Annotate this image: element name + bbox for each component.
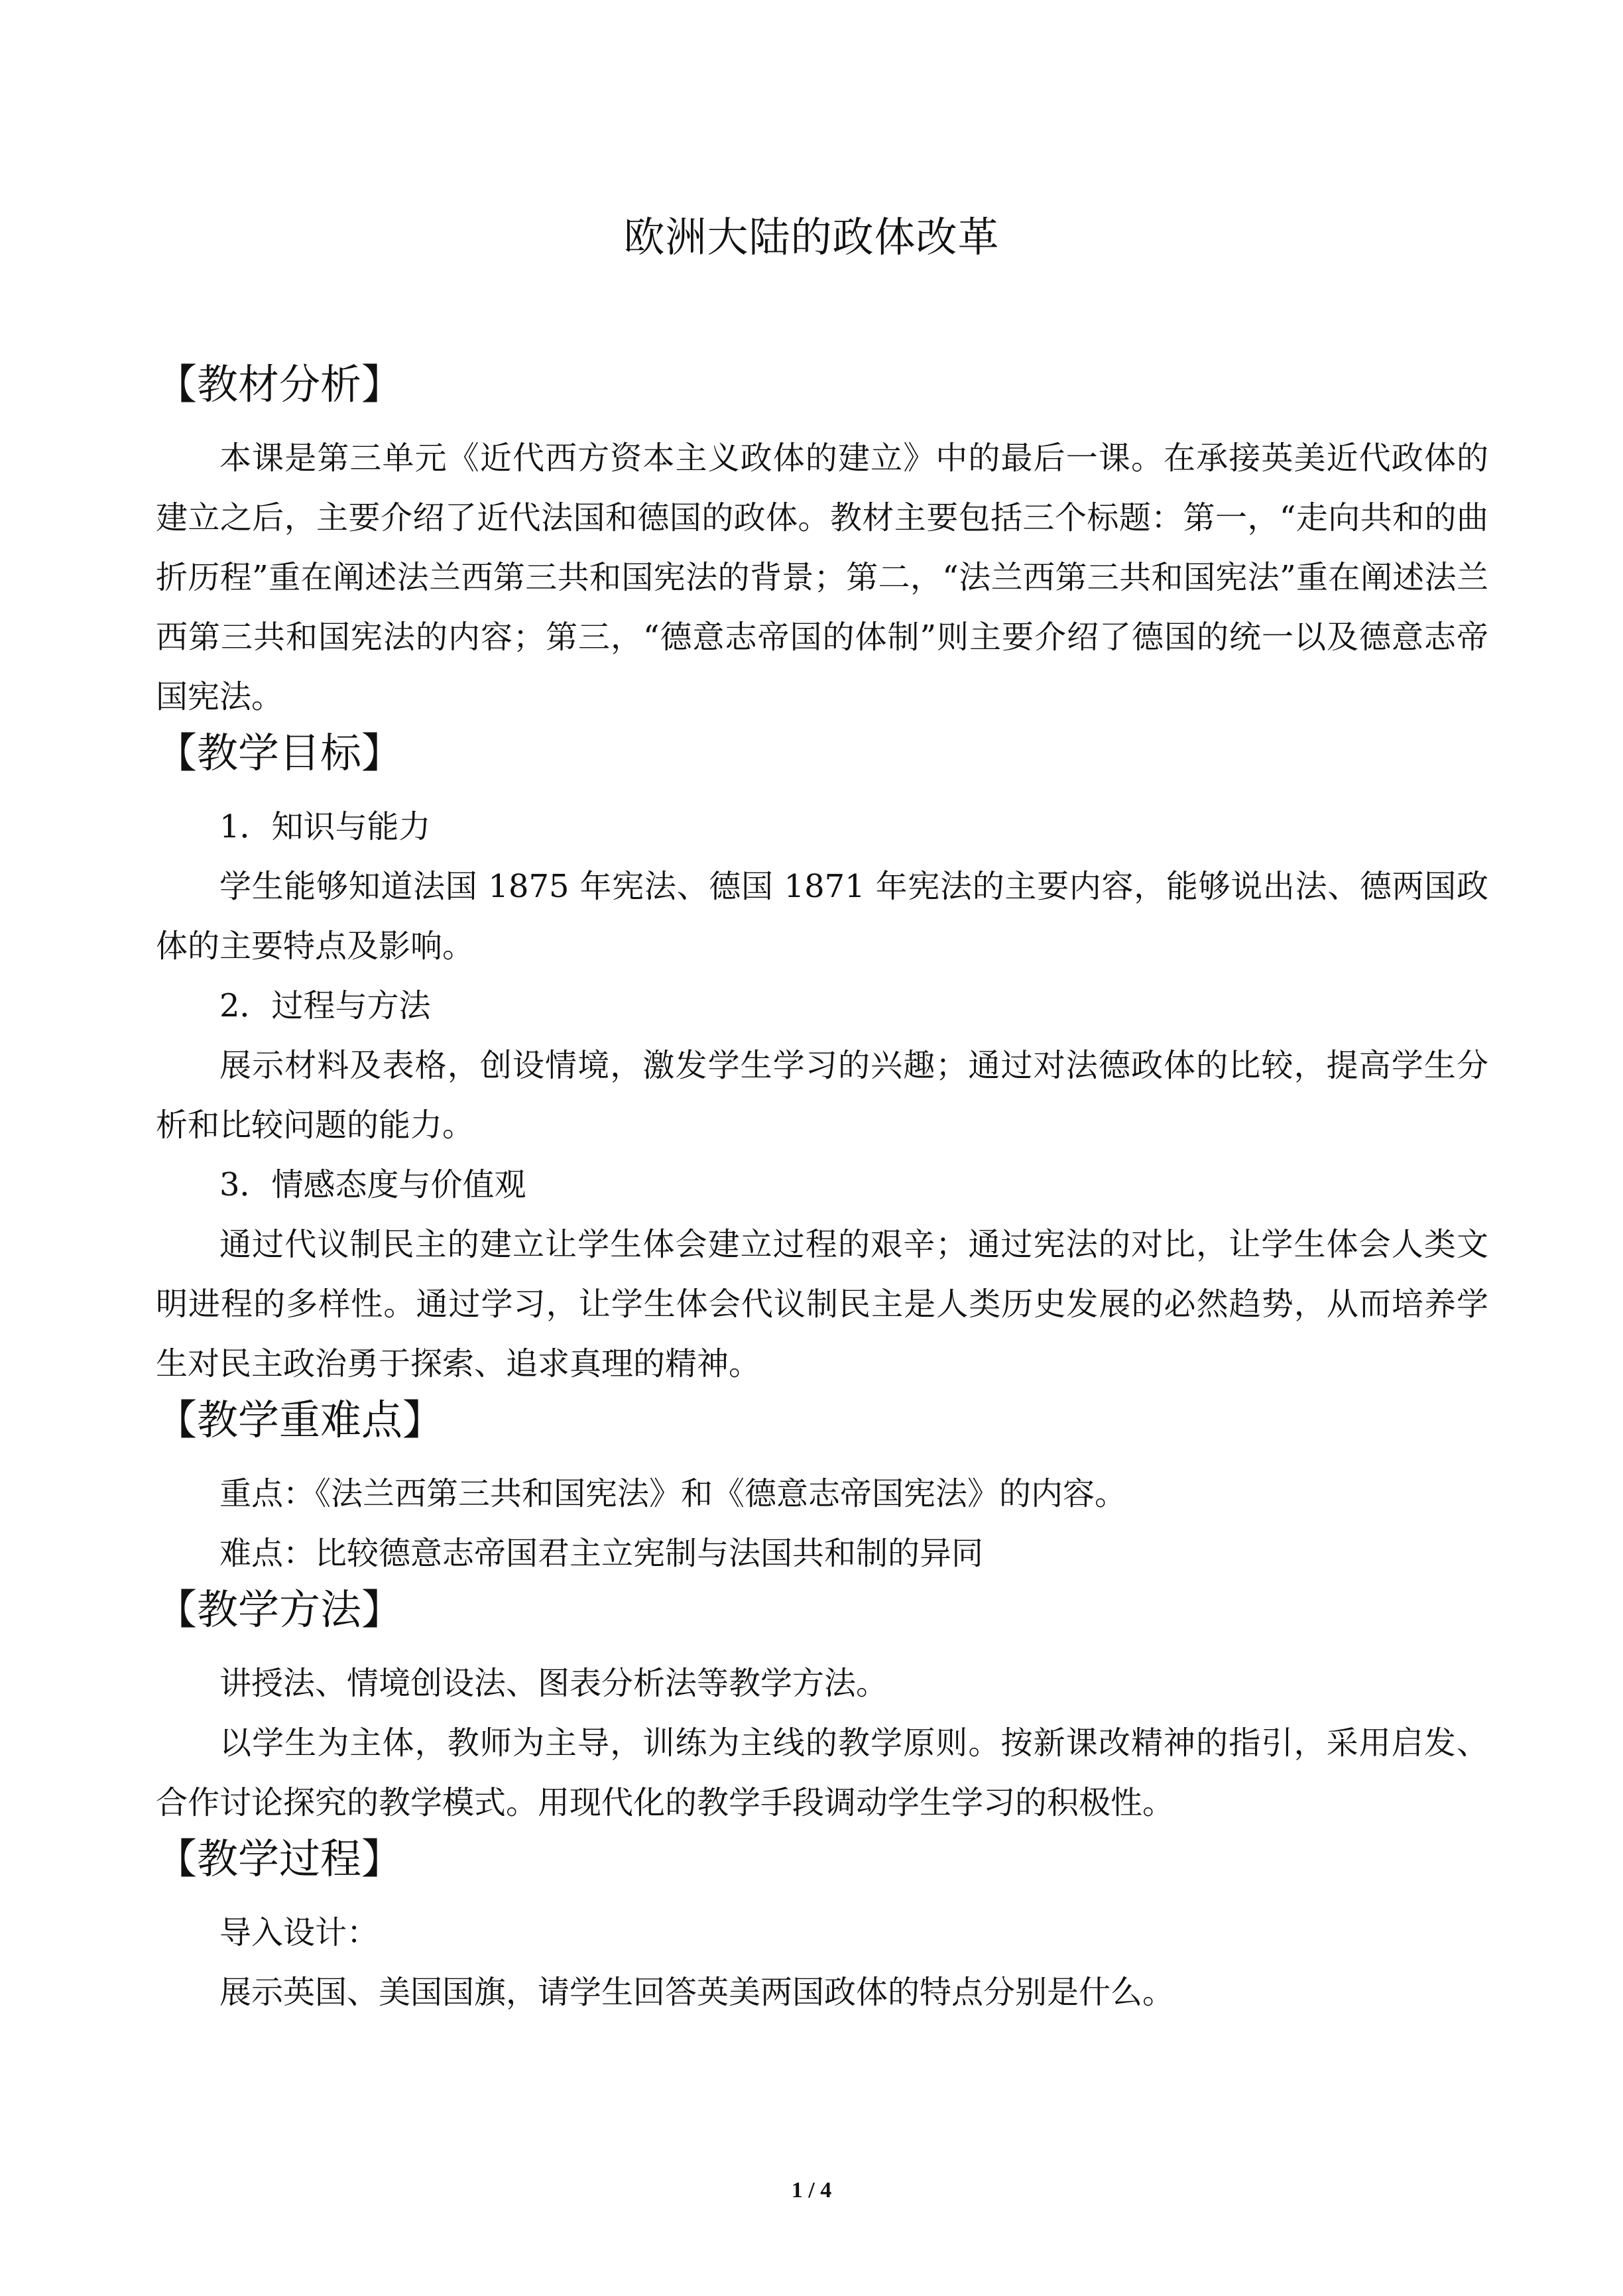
document-body [156,358,1488,2022]
difficult-point: 难点：比较德意志帝国君主立宪制与法国共和制的异同 [219,1535,984,1572]
objective-text: 通过代议制民主的建立让学生体会建立过程的艰辛；通过宪法的对比，让学生体会人类文明进程的多样性。通过学习，让学生体会代议制民主是人类历史发展的必然趋势，从而培养学生对民主政治勇于探索、追求真理的精神。 [156,1226,1488,1382]
objective-label: 3．情感态度与价值观 [219,1166,526,1203]
section-heading-key-points: 【教学重难点】 [156,1396,444,1444]
section-heading-textbook-analysis: 【教材分析】 [156,360,403,408]
section-heading-teaching-methods: 【教学方法】 [156,1585,403,1634]
paragraph: 导入设计： [219,1914,379,1951]
section-heading-teaching-objectives: 【教学目标】 [156,729,403,777]
objective-text: 学生能够知道法国 1875 年宪法、德国 1871 年宪法的主要内容，能够说出法、德两国政体的主要特点及影响。 [156,868,1488,965]
objective-text: 展示材料及表格，创设情境，激发学生学习的兴趣；通过对法德政体的比较，提高学生分析和比较问题的能力。 [156,1047,1488,1144]
section-heading-teaching-process: 【教学过程】 [156,1835,403,1883]
document-title: 欧洲大陆的政体改革 [623,213,1000,261]
objective-label: 2．过程与方法 [219,987,431,1024]
paragraph: 以学生为主体，教师为主导，训练为主线的教学原则。按新课改精神的指引，采用启发、合作讨论探究的教学模式。用现代化的教学手段调动学生学习的积极性。 [156,1724,1488,1821]
paragraph: 讲授法、情境创设法、图表分析法等教学方法。 [219,1665,888,1702]
page-number: 1 / 4 [791,2178,832,2203]
objective-label: 1．知识与能力 [219,808,431,845]
paragraph: 本课是第三单元《近代西方资本主义政体的建立》中的最后一课。在承接英美近代政体的建立之后，主要介绍了近代法国和德国的政体。教材主要包括三个标题：第一，“走向共和的曲折历程”重在阐述法兰西第三共和国宪法的背景；第二，“法兰西第三共和国宪法”重在阐述法兰西第三共和国宪法的内容；第三，“德意志帝国的体制”则主要介绍了德国的统一以及德意志帝国宪法。 [156,440,1488,715]
paragraph: 展示英国、美国国旗，请学生回答英美两国政体的特点分别是什么。 [219,1974,1175,2011]
key-point: 重点：《法兰西第三共和国宪法》和《德意志帝国宪法》的内容。 [219,1475,1127,1512]
